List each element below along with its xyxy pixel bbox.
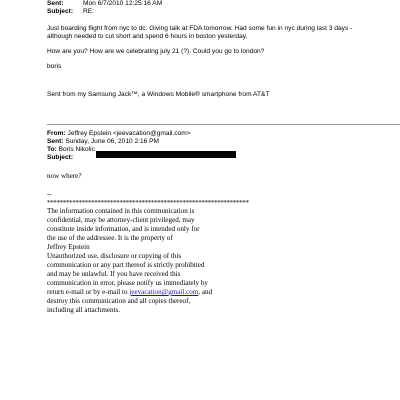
to-header-row [47,146,95,154]
to-value: Boris Nikolic [58,146,95,153]
disclaimer-line-1: The information contained in this communication is [47,207,195,215]
disclaimer-line-7: communication or any part thereof is strictly prohibited [47,261,205,269]
signature-separator: -- [47,190,52,198]
disclaimer-line-9: communication in error, please notify us immediately by [47,279,208,287]
sent-from-footer: Sent from my Samsung Jack™, a Windows Mobile® smartphone from AT&T [47,91,270,98]
body-paragraph-2: How are you? How are we celebrating july 21 (?). Could you go to london? [47,48,265,55]
disclaimer-line-12: including all attachments. [47,306,121,314]
disclaimer-star-separator: **************************************************************** [47,199,249,207]
quoted-subject-label: Subject: [47,154,74,161]
body-paragraph-1-line-2: although needed to cut short and spend 6 hours in boston yesterday. [47,33,248,40]
quoted-sent-header-row [47,138,159,146]
sent-label: Sent: [47,0,64,7]
disclaimer-line-6: Unauthorized use, disclosure or copying of this [47,252,182,260]
disclaimer-line-8: and may be unlawful. If you have received this [47,270,181,278]
disclaimer-line-10-suffix: , and [198,288,213,296]
sent-header-row [47,0,162,8]
quoted-sent-value: Sunday, June 06, 2010 2:16 PM [65,138,160,145]
from-label: From: [47,130,66,137]
quoted-subject-header-row [47,154,73,162]
disclaimer-line-4: the use of the addressee. It is the property of [47,234,173,242]
to-label: To: [47,146,57,153]
signature: boris [47,63,62,70]
disclaimer-line-3: constitute inside information, and is intended only for [47,225,200,233]
disclaimer-line-2: confidential, may be attorney-client privileged, may [47,216,195,224]
subject-value: RE: [83,8,94,15]
redaction-bar [96,151,236,158]
disclaimer-line-10 [47,288,212,297]
body-paragraph-1-line-1: Just boarding flight from nyc to dc. Giving talk at FDA tomorrow. Had some fun in nyc during last 3 days - [47,25,353,32]
disclaimer-line-10-prefix: return e-mail or by e-mail to [47,288,128,296]
from-value: Jeffrey Epstein <jeevacation@gmail.com> [67,130,191,137]
subject-label: Subject: [47,8,74,15]
from-header-row [47,130,191,138]
quoted-body: now where? [47,172,82,180]
disclaimer-line-5: Jeffrey Epstein [47,243,90,251]
subject-header-row [47,8,94,16]
quoted-sent-label: Sent: [47,138,64,145]
email-link[interactable]: jeevacation@gmail.com [129,288,199,296]
disclaimer-line-11: destroy this communication and all copies thereof, [47,297,191,305]
message-divider [47,124,400,125]
sent-value: Mon 6/7/2010 12:25:16 AM [83,0,163,7]
